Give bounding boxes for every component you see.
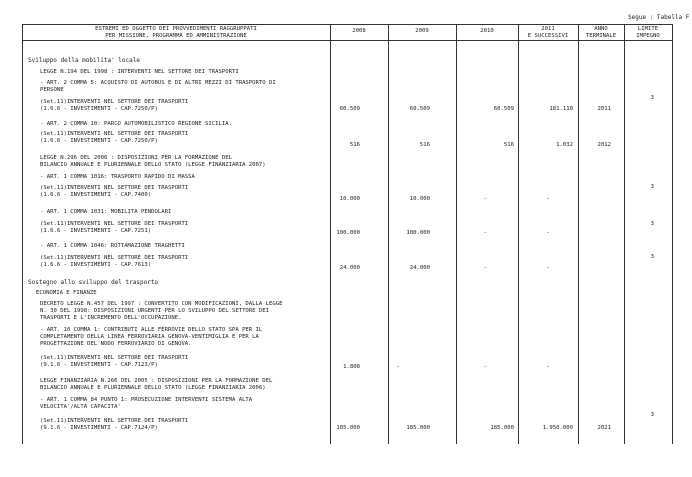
law-title: DECRETO LEGGE N.457 DEL 1997 : CONVERTITO CON MODIFICAZIONI, DALLA LEGGE <box>40 301 283 307</box>
value-2011: 1.032 <box>556 142 573 148</box>
value-2009: - <box>396 364 400 370</box>
limite-impegno: 3 <box>650 254 654 260</box>
table-top-rule <box>22 24 672 25</box>
law-title: N. 30 DEL 1998: DISPOSIZIONI URGENTI PER LO SVILUPPO DEL SETTORE DEI <box>40 308 270 314</box>
law-title: LEGGE N.194 DEL 1998 : INTERVENTI NEL SETTORE DEI TRASPORTI <box>40 69 239 75</box>
value-2009: 100.000 <box>406 230 430 236</box>
anno-terminale: 2012 <box>597 142 611 148</box>
value-2009: 185.000 <box>406 425 430 431</box>
limite-impegno: 3 <box>650 184 654 190</box>
header-limite-impegno: LIMITE IMPEGNO <box>636 26 660 39</box>
chapter-line: (1.6.6 - INVESTIMENTI - CAP.7613) <box>40 262 152 268</box>
col-rule <box>624 24 625 444</box>
article-text: PROGETTAZIONE DEL NODO FERROVIARIO DI GENOVA. <box>40 341 192 347</box>
value-2011: 181.110 <box>549 106 573 112</box>
limite-impegno: 3 <box>650 412 654 418</box>
chapter-line: (1.6.6 - INVESTIMENTI - CAP.7250/P) <box>40 138 158 144</box>
value-2011: - <box>546 364 550 370</box>
value-2010: - <box>483 230 487 236</box>
col-rule <box>22 24 23 444</box>
header-description: ESTREMI ED OGGETTO DEI PROVVEDIMENTI RAGGRUPPATI PER MISSIONE, PROGRAMMA ED AMMINISTRAZIONE <box>95 26 257 39</box>
value-2009: 24.000 <box>409 265 430 271</box>
value-2008: 24.000 <box>339 265 360 271</box>
table-label: Segue : Tabella F <box>628 14 690 21</box>
value-2008: 185.000 <box>336 425 360 431</box>
col-rule <box>330 24 331 444</box>
value-2011: - <box>546 196 550 202</box>
chapter-line: (Set.11)INTERVENTI NEL SETTORE DEI TRASPORTI <box>40 131 189 137</box>
chapter-line: (Set.11)INTERVENTI NEL SETTORE DEI TRASPORTI <box>40 418 189 424</box>
value-2008: 100.000 <box>336 230 360 236</box>
col-rule <box>456 24 457 444</box>
law-title: LEGGE FINANZIARIA N.266 DEL 2005 : DISPOSIZIONI PER LA FORMAZIONE DEL <box>40 378 273 384</box>
header-2009: 2009 <box>415 28 429 34</box>
limite-impegno: 3 <box>650 221 654 227</box>
value-2011: - <box>546 265 550 271</box>
article-text: - ART. 1 COMMA 1016: TRASPORTO RAPIDO DI MASSA <box>40 174 195 180</box>
value-2011: - <box>546 230 550 236</box>
col-rule <box>672 24 673 444</box>
chapter-line: (Set.11)INTERVENTI NEL SETTORE DEI TRASPORTI <box>40 99 189 105</box>
chapter-line: (Set.11)INTERVENTI NEL SETTORE DEI TRASPORTI <box>40 185 189 191</box>
col-rule <box>578 24 579 444</box>
article-text: - ART. 2 COMMA 10: PARCO AUTOMOBILISTICO REGIONE SICILIA. <box>40 121 232 127</box>
article-text: - ART. 10 COMMA 1: CONTRIBUTI ALLE FERROVIE DELLO STATO SPA PER IL <box>40 327 263 333</box>
chapter-line: (9.1.6 - INVESTIMENTI - CAP.7124/P) <box>40 425 158 431</box>
value-2010: - <box>483 364 487 370</box>
article-text: - ART. 1 COMMA 1031: MOBILITA PENDOLARI <box>40 209 172 215</box>
chapter-line: (9.1.6 - INVESTIMENTI - CAP.7123/P) <box>40 362 158 368</box>
article-text: - ART. 1 COMMA 1046: ROTTAMAZIONE TRAGHETTI <box>40 243 185 249</box>
article-text: VELOCITA'/ALTA CAPACITA' <box>40 404 121 410</box>
law-title: LEGGE N.296 DEL 2006 : DISPOSIZIONI PER LA FORMAZIONE DEL <box>40 155 232 161</box>
article-text: - ART. 1 COMMA 84 PUNTO 1: PROSECUZIONE INTERVENTI SISTEMA ALTA <box>40 397 253 403</box>
chapter-line: (Set.11)INTERVENTI NEL SETTORE DEI TRASPORTI <box>40 255 189 261</box>
limite-impegno: 3 <box>650 95 654 101</box>
value-2008: 1.808 <box>343 364 360 370</box>
article-text: PERSONE <box>40 87 64 93</box>
article-text: - ART. 2 COMMA 5: ACQUISTO DI AUTOBUS E DI ALTRI MEZZI DI TRASPORTO DI <box>40 80 276 86</box>
law-title: TRASPORTI E L'INCREMENTO DELL'OCCUPAZIONE. <box>40 315 182 321</box>
anno-terminale: 2011 <box>597 106 611 112</box>
value-2008: 516 <box>349 142 360 148</box>
section-heading: Sostegno allo sviluppo del trasporto <box>28 279 159 286</box>
col-rule <box>518 24 519 444</box>
header-2008: 2008 <box>352 28 366 34</box>
value-2010: 185.000 <box>490 425 514 431</box>
chapter-line: (1.6.6 - INVESTIMENTI - CAP.7250/P) <box>40 106 158 112</box>
ministry-heading: ECONOMIA E FINANZE <box>36 290 97 296</box>
value-2011: 1.950.000 <box>542 425 573 431</box>
header-2011: 2011 E SUCCESSIVI <box>527 26 569 39</box>
chapter-line: (1.6.6 - INVESTIMENTI - CAP.7400) <box>40 192 152 198</box>
law-title: BILANCIO ANNUALE E PLURIENNALE DELLO STATO (LEGGE FINANZIARIA 2006) <box>40 385 266 391</box>
value-2010: 60.509 <box>493 106 514 112</box>
table-header-rule <box>22 40 672 41</box>
header-2010: 2010 <box>480 28 494 34</box>
value-2010: - <box>483 265 487 271</box>
section-heading: Sviluppo della mobilita' locale <box>28 57 140 64</box>
value-2008: 60.509 <box>339 106 360 112</box>
value-2009: 10.000 <box>409 196 430 202</box>
value-2010: 516 <box>503 142 514 148</box>
chapter-line: (Set.11)INTERVENTI NEL SETTORE DEI TRASPORTI <box>40 355 189 361</box>
header-anno-terminale: ANNO TERMINALE <box>585 26 617 39</box>
law-title: BILANCIO ANNUALE E PLURIENNALE DELLO STATO (LEGGE FINANZIARIA 2007) <box>40 162 266 168</box>
value-2009: 60.509 <box>409 106 430 112</box>
article-text: COMPLETAMENTO DELLA LINEA FERROVIARIA GENOVA-VENTIMIGLIA E PER LA <box>40 334 259 340</box>
value-2010: - <box>483 196 487 202</box>
col-rule <box>388 24 389 444</box>
chapter-line: (Set.11)INTERVENTI NEL SETTORE DEI TRASPORTI <box>40 221 189 227</box>
anno-terminale: 2021 <box>597 425 611 431</box>
value-2008: 10.000 <box>339 196 360 202</box>
chapter-line: (1.6.6 - INVESTIMENTI - CAP.7251) <box>40 228 152 234</box>
value-2009: 516 <box>419 142 430 148</box>
